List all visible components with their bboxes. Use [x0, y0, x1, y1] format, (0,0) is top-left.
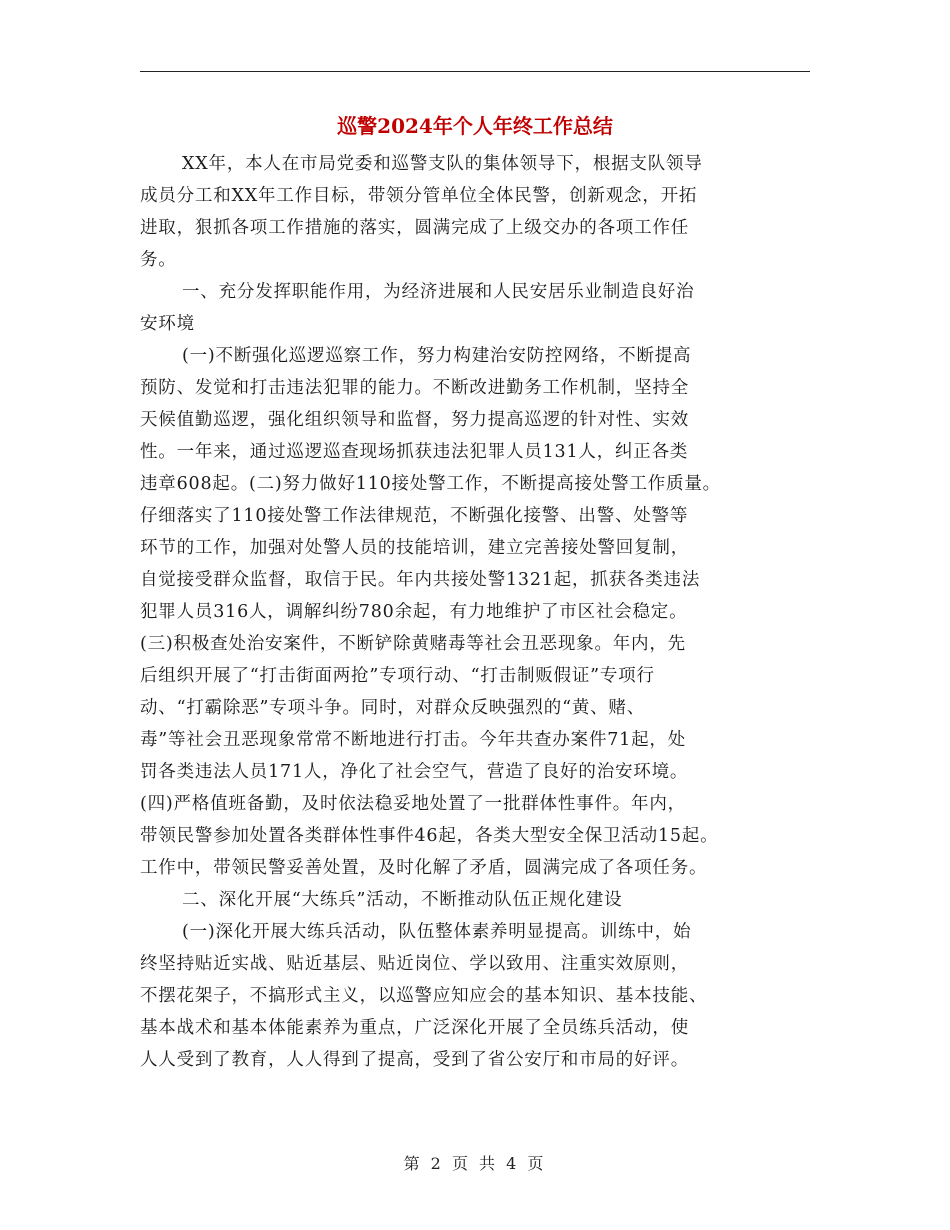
body-line: 基本战术和基本体能素养为重点，广泛深化开展了全员练兵活动，使: [140, 1018, 689, 1038]
body-line: 不摆花架子，不搞形式主义，以巡警应知应会的基本知识、基本技能、: [140, 986, 708, 1006]
body-line: 仔细落实了110接处警工作法律规范，不断强化接警、出警、处警等: [140, 506, 689, 526]
body-line: 预防、发觉和打击违法犯罪的能力。不断改进勤务工作机制，坚持全: [140, 378, 689, 398]
body-line: XX年，本人在市局党委和巡警支队的集体领导下，根据支队领导: [182, 154, 703, 174]
body-line: 成员分工和XX年工作目标，带领分管单位全体民警，创新观念，开拓: [140, 186, 698, 206]
body-line: (一)深化开展大练兵活动，队伍整体素养明显提高。训练中，始: [182, 922, 692, 942]
body-line: 安环境: [140, 314, 195, 334]
body-line: 工作中，带领民警妥善处置，及时化解了矛盾，圆满完成了各项任务。: [140, 858, 708, 878]
body-line: 环节的工作，加强对处警人员的技能培训，建立完善接处警回复制，: [140, 538, 689, 558]
body-line: 性。一年来，通过巡逻巡查现场抓获违法犯罪人员131人，纠正各类: [140, 442, 689, 462]
body-line: (三)积极查处治安案件，不断铲除黄赌毒等社会丑恶现象。年内，先: [140, 634, 686, 654]
document-title: 巡警2024年个人年终工作总结: [337, 114, 613, 138]
body-line: 后组织开展了“打击街面两抢”专项行动、“打击制贩假证”专项行: [140, 666, 655, 686]
body-line: 罚各类违法人员171人，净化了社会空气，营造了良好的治安环境。: [140, 762, 689, 782]
body-line: 犯罪人员316人，调解纠纷780余起，有力地维护了市区社会稳定。: [140, 602, 688, 622]
body-line: 务。: [140, 250, 177, 270]
body-line: 动、“打霸除恶”专项斗争。同时，对群众反映强烈的“黄、赌、: [140, 698, 646, 718]
page-footer: 第 2 页 共 4 页: [403, 1154, 547, 1173]
body-line: 违章608起。(二)努力做好110接处警工作，不断提高接处警工作质量。: [140, 474, 721, 494]
body-line: 一、充分发挥职能作用，为经济进展和人民安居乐业制造良好治: [182, 282, 695, 302]
body-line: (一)不断强化巡逻巡察工作，努力构建治安防控网络，不断提高: [182, 346, 692, 366]
body-line: 天候值勤巡逻，强化组织领导和监督，努力提高巡逻的针对性、实效: [140, 410, 689, 430]
body-line: 带领民警参加处置各类群体性事件46起，各类大型安全保卫活动15起。: [140, 826, 719, 846]
body-line: 自觉接受群众监督，取信于民。年内共接处警1321起，抓获各类违法: [140, 570, 701, 590]
body-line: 人人受到了教育，人人得到了提高，受到了省公安厅和市局的好评。: [140, 1050, 689, 1070]
body-line: 进取，狠抓各项工作措施的落实，圆满完成了上级交办的各项工作任: [140, 218, 689, 238]
header-rule: [140, 71, 810, 72]
body-line: 二、深化开展“大练兵”活动，不断推动队伍正规化建设: [182, 890, 623, 910]
body-line: (四)严格值班备勤，及时依法稳妥地处置了一批群体性事件。年内，: [140, 794, 686, 814]
document-body: [140, 148, 820, 1076]
body-line: 终坚持贴近实战、贴近基层、贴近岗位、学以致用、注重实效原则，: [140, 954, 689, 974]
body-line: 毒”等社会丑恶现象常常不断地进行打击。今年共查办案件71起，处: [140, 730, 687, 750]
